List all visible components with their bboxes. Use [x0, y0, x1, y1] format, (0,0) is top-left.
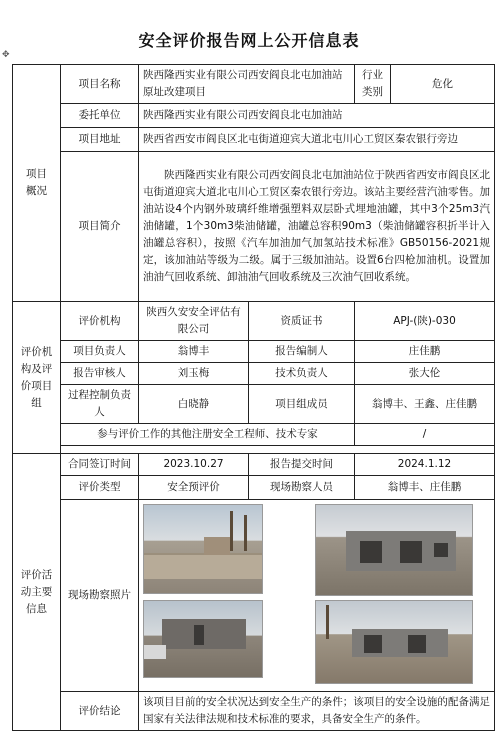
- cert-label: 资质证书: [249, 302, 355, 341]
- site-photo-1: [143, 504, 263, 594]
- submit-value: 2024.1.12: [355, 454, 495, 476]
- intro-value: 陕西隆西实业有限公司西安阎良北屯加油站位于陕西省西安市阎良区北屯街道迎宾大道北屯川心工贸区秦农银行旁边。该站主要经营汽油零售。加油站设4个内钢外玻璃纤维增强塑料双层卧式埋地油罐，其中3个25m3汽油储罐，1个30m3柴油储罐，油罐总容积90m3（柴油储罐容积折半计入油罐总容积），按照《汽车加油加气加氢站技术标准》GB50156-2021规定，该加油站等级为二级。属于三级加油站。设置6台四枪加油机。设置加油油气回收系统、卸油油气回收系统及三次油气回收系统。: [139, 152, 495, 302]
- agency-value: 陕西久安安全评估有限公司: [139, 302, 249, 341]
- address-value: 陕西省西安市阎良区北屯街道迎宾大道北屯川心工贸区秦农银行旁边: [139, 128, 495, 152]
- section-org: 评价机 构及评 价项目 组: [13, 302, 61, 454]
- agency-label: 评价机构: [61, 302, 139, 341]
- cert-value: APJ-(陕)-030: [355, 302, 495, 341]
- project-name-label: 项目名称: [61, 65, 139, 104]
- reviewer-value: 刘玉梅: [139, 363, 249, 385]
- client-value: 陕西隆西实业有限公司西安阎良北屯加油站: [139, 104, 495, 128]
- section-overview: 项目 概况: [13, 65, 61, 302]
- industry-label: 行业类别: [355, 65, 391, 104]
- process-label: 过程控制负责人: [61, 385, 139, 424]
- client-label: 委托单位: [61, 104, 139, 128]
- type-value: 安全预评价: [139, 476, 249, 500]
- others-label: 参与评价工作的其他注册安全工程师、技术专家: [61, 424, 355, 446]
- contract-label: 合同签订时间: [61, 454, 139, 476]
- section-activity: 评价活 动主要 信息: [13, 454, 61, 731]
- photos-label: 现场勘察照片: [61, 500, 139, 692]
- author-value: 庄佳鹏: [355, 341, 495, 363]
- others-value: /: [355, 424, 495, 446]
- spacer-row: [61, 446, 495, 454]
- tech-value: 张大伦: [355, 363, 495, 385]
- table-move-handle-icon[interactable]: ✥: [2, 50, 10, 60]
- tech-label: 技术负责人: [249, 363, 355, 385]
- conclusion-label: 评价结论: [61, 692, 139, 731]
- info-table: [12, 64, 495, 731]
- type-label: 评价类型: [61, 476, 139, 500]
- survey-people-label: 现场勘察人员: [249, 476, 355, 500]
- site-photo-3: [143, 600, 263, 678]
- members-value: 翁博丰、王鑫、庄佳鹏: [355, 385, 495, 424]
- site-photo-2: [315, 504, 473, 596]
- site-photo-4: [315, 600, 473, 684]
- intro-label: 项目简介: [61, 152, 139, 302]
- address-label: 项目地址: [61, 128, 139, 152]
- submit-label: 报告提交时间: [249, 454, 355, 476]
- author-label: 报告编制人: [249, 341, 355, 363]
- pm-label: 项目负责人: [61, 341, 139, 363]
- process-value: 白晓静: [139, 385, 249, 424]
- photos-cell: [139, 500, 495, 692]
- page-title: 安全评价报告网上公开信息表: [138, 31, 360, 50]
- reviewer-label: 报告审核人: [61, 363, 139, 385]
- survey-people-value: 翁博丰、庄佳鹏: [355, 476, 495, 500]
- conclusion-value: 该项目目前的安全状况达到安全生产的条件；该项目的安全设施的配备满足国家有关法律法规和技术标准的要求，具备安全生产的条件。: [139, 692, 495, 731]
- contract-value: 2023.10.27: [139, 454, 249, 476]
- pm-value: 翁博丰: [139, 341, 249, 363]
- members-label: 项目组成员: [249, 385, 355, 424]
- industry-value: 危化: [391, 65, 495, 104]
- project-name-value: 陕西隆西实业有限公司西安阎良北屯加油站原址改建项目: [139, 65, 355, 104]
